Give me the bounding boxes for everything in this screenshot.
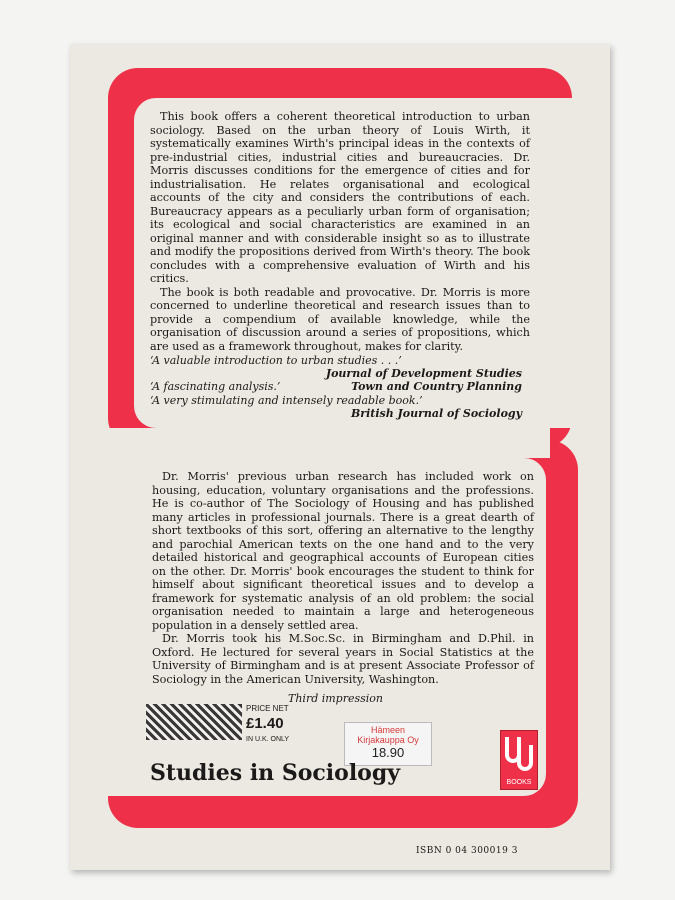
price-value: £1.40 <box>246 715 284 732</box>
right-notch <box>578 448 610 870</box>
price-region: IN U.K. ONLY <box>246 736 290 743</box>
sticker-store-line-1: Hämeen <box>370 725 406 735</box>
author-paragraph-2: Dr. Morris took his M.Soc.Sc. in Birmingham and D.Phil. in Oxford. He lectured for several years in Social Statistics at the University of Birmingham and is at present Associate Professor of Sociology in the American University, Washington. <box>152 632 534 686</box>
review-source-2: Town and Country Planning <box>351 380 522 393</box>
left-notch <box>70 44 108 428</box>
review-quote-2: ‘A fascinating analysis.’ <box>150 380 281 393</box>
price-label-pattern <box>146 704 242 740</box>
review-quote-1: ‘A valuable introduction to urban studies . . .’ <box>150 354 402 367</box>
price-block <box>246 704 289 743</box>
publisher-logo-text: BOOKS <box>506 779 532 786</box>
review-quote-3: ‘A very stimulating and intensely readable book.’ <box>150 394 423 407</box>
author-text <box>152 470 534 686</box>
review-source-1: Journal of Development Studies <box>325 367 522 380</box>
price-label: PRICE NET <box>246 704 289 713</box>
impression-note: Third impression <box>288 692 384 705</box>
description-paragraph-1: This book offers a coherent theoretical introduction to urban sociology. Based on the urban theory of Louis Wirth, it systematically examines Wirth's principal ideas in the contexts of pre-industrial cities, industrial cities and bureaucracies. Dr. Morris discusses conditions for the emergence of cities and for industrialisation. He relates organisational and ecological accounts of the city and considers the contributions of each. Bureaucracy appears as a peculiarly urban form of organisation; its ecological and social characteristics are examined in an original manner and with considerable insight so as to illustrate and modify the propositions derived from Wirth's theory. The book concludes with a comprehensive evaluation of Wirth and his critics. <box>150 110 530 285</box>
book-back-cover <box>70 44 610 870</box>
series-title: Studies in Sociology <box>150 760 401 786</box>
publisher-logo <box>500 730 538 790</box>
description-paragraph-2: The book is both readable and provocative. Dr. Morris is more concerned to underline theoretical and research issues than to provide a compendium of available knowledge, while the organisation of discussion around a series of propositions, which are used as a framework throughout, makes for clarity. <box>150 285 530 353</box>
reviews <box>150 354 522 420</box>
review-source-3: British Journal of Sociology <box>350 407 522 420</box>
middle-gap <box>70 428 550 458</box>
author-paragraph-1: Dr. Morris' previous urban research has included work on housing, education, voluntary organisations and the professions. He is co-author of The Sociology of Housing and has published many articles in professional journals. There is a great dearth of short textbooks of this sort, offering an alternative to the lengthy and parochial American texts on the one hand and to the very detailed historical and geographical accounts of European cities on the other. Dr. Morris' book encourages the student to think for himself about significant theoretical issues and to develop a framework for systematic analysis of an old problem: the social organisation needed to maintain a large and heterogeneous population in a densely settled area. <box>152 470 534 632</box>
sticker-store-line-2: Kirjakauppa Oy <box>357 735 419 745</box>
sticker-price: 18.90 <box>371 745 405 760</box>
isbn: ISBN 0 04 300019 3 <box>416 846 518 856</box>
description-text <box>150 110 530 353</box>
uu-logo-icon <box>501 731 537 775</box>
